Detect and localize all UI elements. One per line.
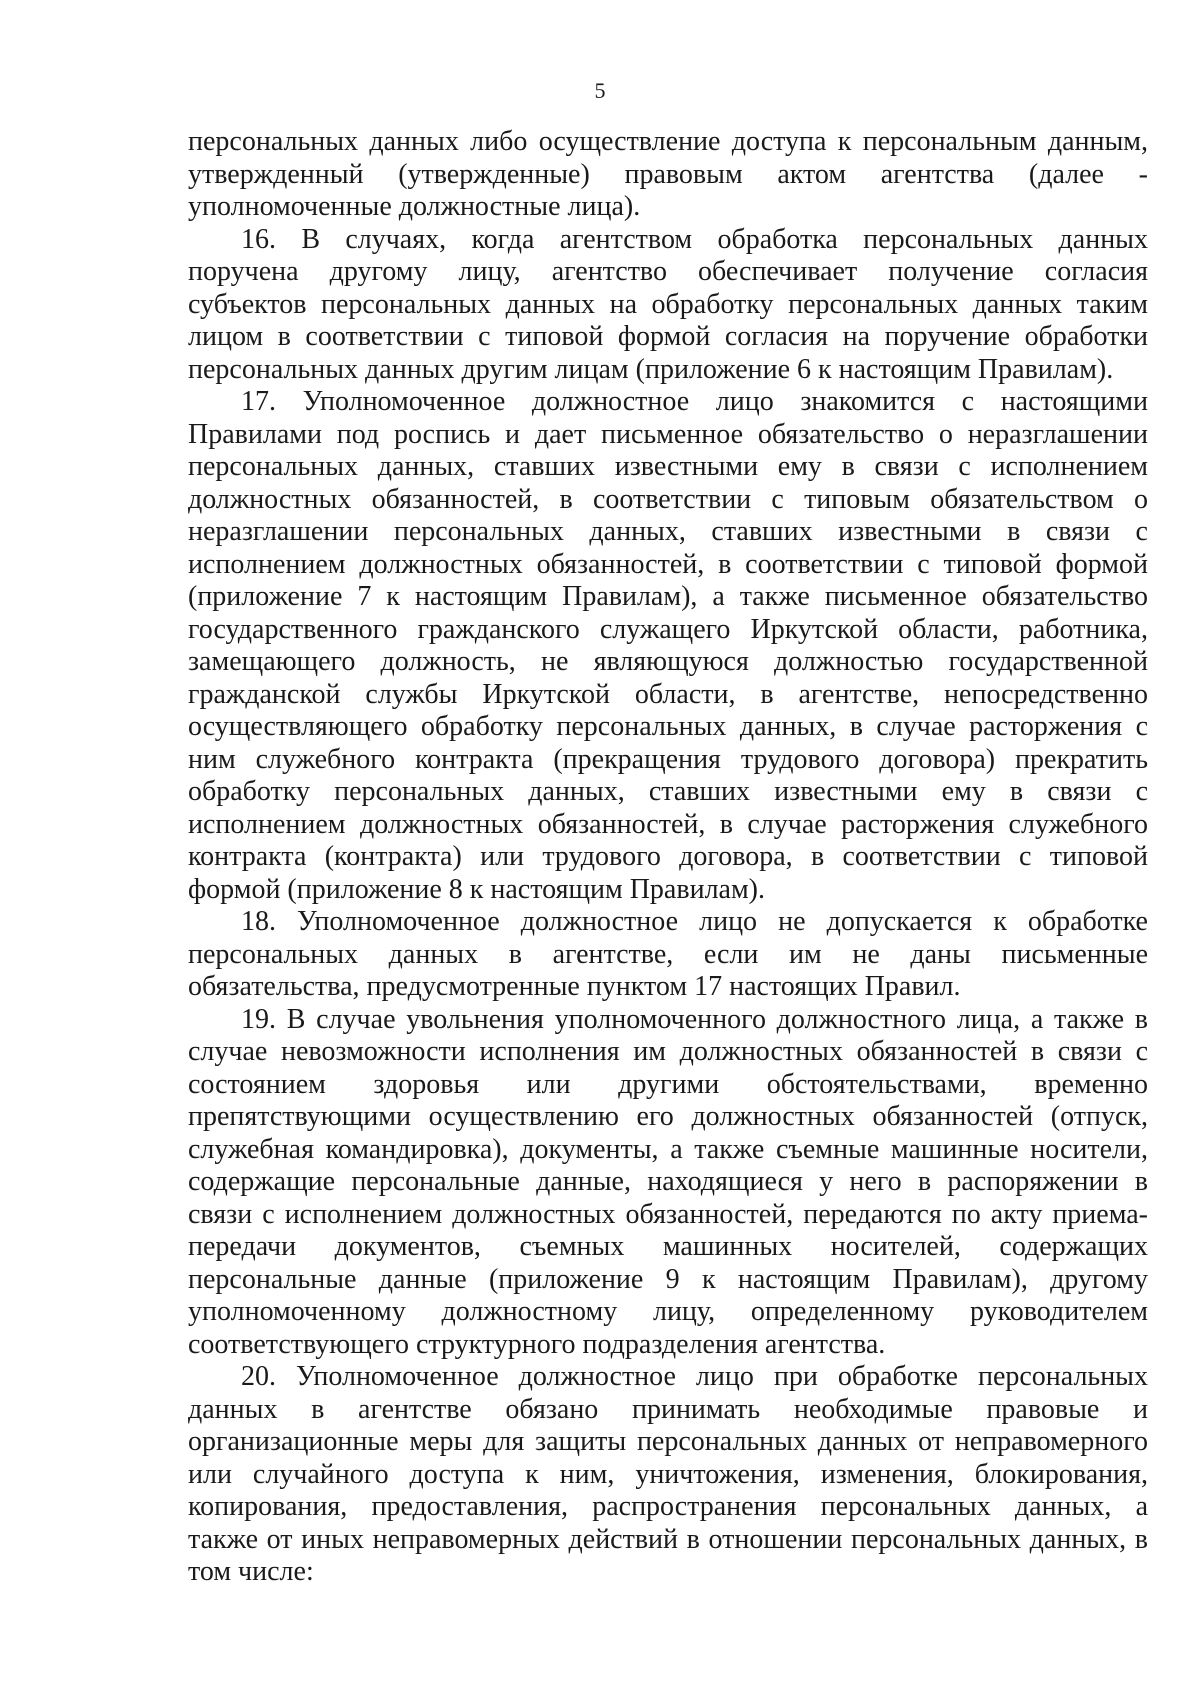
text-line: персональных данных либо осуществление доступа к персональным данным, <box>188 126 1148 157</box>
text-line: обязательства, предусмотренные пунктом 17 настоящих Правил. <box>188 971 961 1002</box>
text-line: субъектов персональных данных на обработку персональных данных таким <box>188 288 1148 320</box>
page-number: 5 <box>594 78 606 103</box>
text-line: Правилами под роспись и дает письменное обязательство о неразглашении <box>188 418 1148 450</box>
text-line: состоянием здоровья или другими обстоятельствами, временно <box>188 1068 1148 1100</box>
text-line: должностных обязанностей, в соответствии с типовым обязательством о <box>188 483 1148 515</box>
text-line: уполномоченному должностному лицу, определенному руководителем <box>188 1296 1148 1327</box>
text-line: утвержденный (утвержденные) правовым актом агентства (далее - <box>188 158 1148 190</box>
text-line: случае невозможности исполнения им должностных обязанностей в связи с <box>188 1036 1148 1067</box>
text-line: поручена другому лицу, агентство обеспечивает получение согласия <box>188 256 1148 287</box>
text-line: исполнением должностных обязанностей, в случае расторжения служебного <box>188 808 1148 840</box>
text-line: замещающего должность, не являющуюся должностью государственной <box>188 646 1148 677</box>
text-line: 20. Уполномоченное должностное лицо при обработке персональных <box>241 1361 1148 1392</box>
text-line: 18. Уполномоченное должностное лицо не допускается к обработке <box>241 906 1148 937</box>
text-line: персональные данные (приложение 9 к настоящим Правилам), другому <box>188 1263 1148 1295</box>
text-line: передачи документов, съемных машинных носителей, содержащих <box>188 1231 1148 1262</box>
text-line: персональных данных в агентстве, если им не даны письменные <box>188 938 1148 970</box>
text-line: 19. В случае увольнения уполномоченного должностного лица, а также в <box>241 1003 1148 1035</box>
text-line: или случайного доступа к ним, уничтожения, изменения, блокирования, <box>188 1458 1148 1490</box>
text-line: препятствующими осуществлению его должностных обязанностей (отпуск, <box>188 1101 1148 1132</box>
text-line: персональных данных, ставших известными ему в связи с исполнением <box>188 451 1148 482</box>
text-line: 17. Уполномоченное должностное лицо знакомится с настоящими <box>241 386 1148 417</box>
text-line: ним служебного контракта (прекращения трудового договора) прекратить <box>188 743 1148 775</box>
text-line: данных в агентстве обязано принимать необходимые правовые и <box>188 1393 1148 1425</box>
text-line: содержащие персональные данные, находящиеся у него в распоряжении в <box>188 1166 1148 1197</box>
text-line: персональных данных другим лицам (приложение 6 к настоящим Правилам). <box>188 353 1114 385</box>
text-line: связи с исполнением должностных обязанностей, передаются по акту приема- <box>188 1198 1148 1230</box>
text-line: государственного гражданского служащего Иркутской области, работника, <box>188 613 1148 645</box>
document-body <box>188 126 1148 1589</box>
text-line: копирования, предоставления, распространения персональных данных, а <box>188 1491 1148 1522</box>
text-line: том числе: <box>188 1556 314 1587</box>
text-line: лицом в соответствии с типовой формой согласия на поручение обработки <box>188 321 1148 352</box>
text-line: также от иных неправомерных действий в отношении персональных данных, в <box>188 1523 1148 1555</box>
text-line: 16. В случаях, когда агентством обработка персональных данных <box>241 223 1148 255</box>
text-line: (приложение 7 к настоящим Правилам), а также письменное обязательство <box>188 581 1148 612</box>
text-line: формой (приложение 8 к настоящим Правилам). <box>188 873 766 905</box>
text-line: неразглашении персональных данных, ставших известными в связи с <box>188 516 1148 547</box>
text-line: контракта (контракта) или трудового договора, в соответствии с типовой <box>188 841 1148 872</box>
text-line: организационные меры для защиты персональных данных от неправомерного <box>188 1426 1148 1457</box>
text-line: осуществляющего обработку персональных данных, в случае расторжения с <box>188 711 1148 742</box>
text-line: гражданской службы Иркутской области, в агентстве, непосредственно <box>188 678 1148 710</box>
text-line: исполнением должностных обязанностей, в соответствии с типовой формой <box>188 548 1148 580</box>
text-line: служебная командировка), документы, а также съемные машинные носители, <box>188 1133 1148 1165</box>
text-line: обработку персональных данных, ставших известными ему в связи с <box>188 776 1148 807</box>
text-line: уполномоченные должностные лица). <box>188 191 641 222</box>
text-line: соответствующего структурного подразделения агентства. <box>188 1328 886 1360</box>
